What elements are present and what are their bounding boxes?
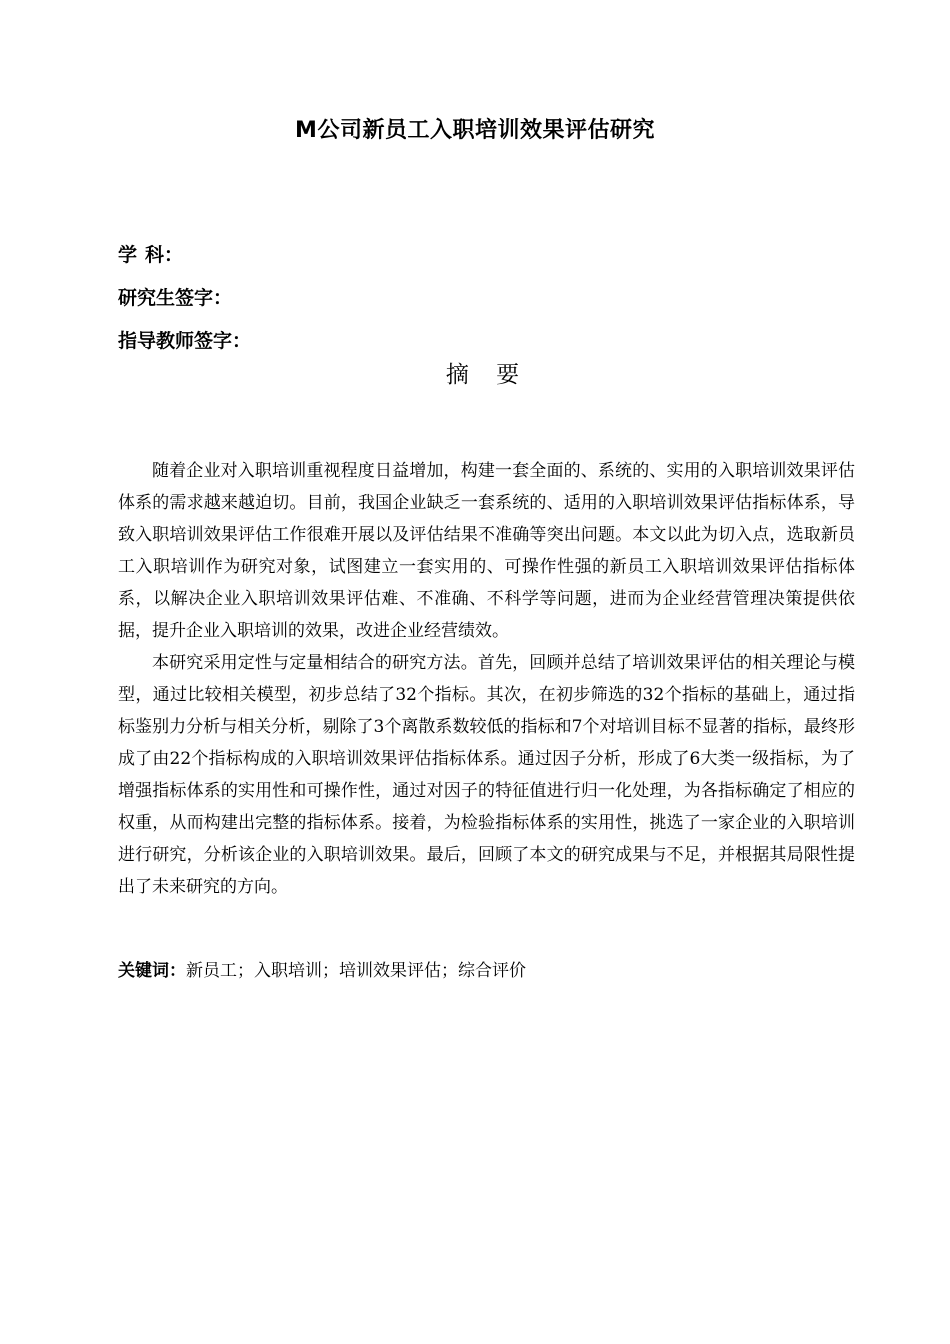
keywords-label: 关键词： <box>118 961 186 981</box>
abstract-paragraph-2: 本研究采用定性与定量相结合的研究方法。首先，回顾并总结了培训效果评估的相关理论与模型，通过比较相关模型，初步总结了32个指标。其次，在初步筛选的32个指标的基础上，通过指标鉴别力分析与相关分析，剔除了3个离散系数较低的指标和7个对培训目标不显著的指标，最终形成了由22个指标构成的入职培训效果评估指标体系。通过因子分析，形成了6大类一级指标，为了增强指标体系的实用性和可操作性，通过对因子的特征值进行归一化处理，为各指标确定了相应的权重，从而构建出完整的指标体系。接着，为检验指标体系的实用性，挑选了一家企业的入职培训进行研究，分析该企业的入职培训效果。最后，回顾了本文的研究成果与不足，并根据其局限性提出了未来研究的方向。 <box>118 653 855 897</box>
subject-field <box>118 240 183 267</box>
keywords-line <box>118 959 526 983</box>
abstract-body <box>118 455 855 903</box>
subject-label-part1: 学 <box>118 244 146 266</box>
keywords-text: 新员工；入职培训；培训效果评估；综合评价 <box>186 961 526 981</box>
abstract-paragraph-1: 随着企业对入职培训重视程度日益增加，构建一套全面的、系统的、实用的入职培训效果评估体系的需求越来越迫切。目前，我国企业缺乏一套系统的、适用的入职培训效果评估指标体系，导致入职培训效果评估工作很难开展以及评估结果不准确等突出问题。本文以此为切入点，选取新员工入职培训作为研究对象，试图建立一套实用的、可操作性强的新员工入职培训效果评估指标体系，以解决企业入职培训效果评估难、不准确、不科学等问题，进而为企业经营管理决策提供依据，提升企业入职培训的效果，改进企业经营绩效。 <box>118 461 855 641</box>
student-signature-label: 研究生签字： <box>118 287 233 309</box>
subject-label-part2: 科： <box>145 244 184 266</box>
advisor-signature-label: 指导教师签字： <box>118 330 252 352</box>
document-title: M公司新员工入职培训效果评估研究 <box>295 118 655 143</box>
abstract-heading: 摘 要 <box>445 362 530 388</box>
